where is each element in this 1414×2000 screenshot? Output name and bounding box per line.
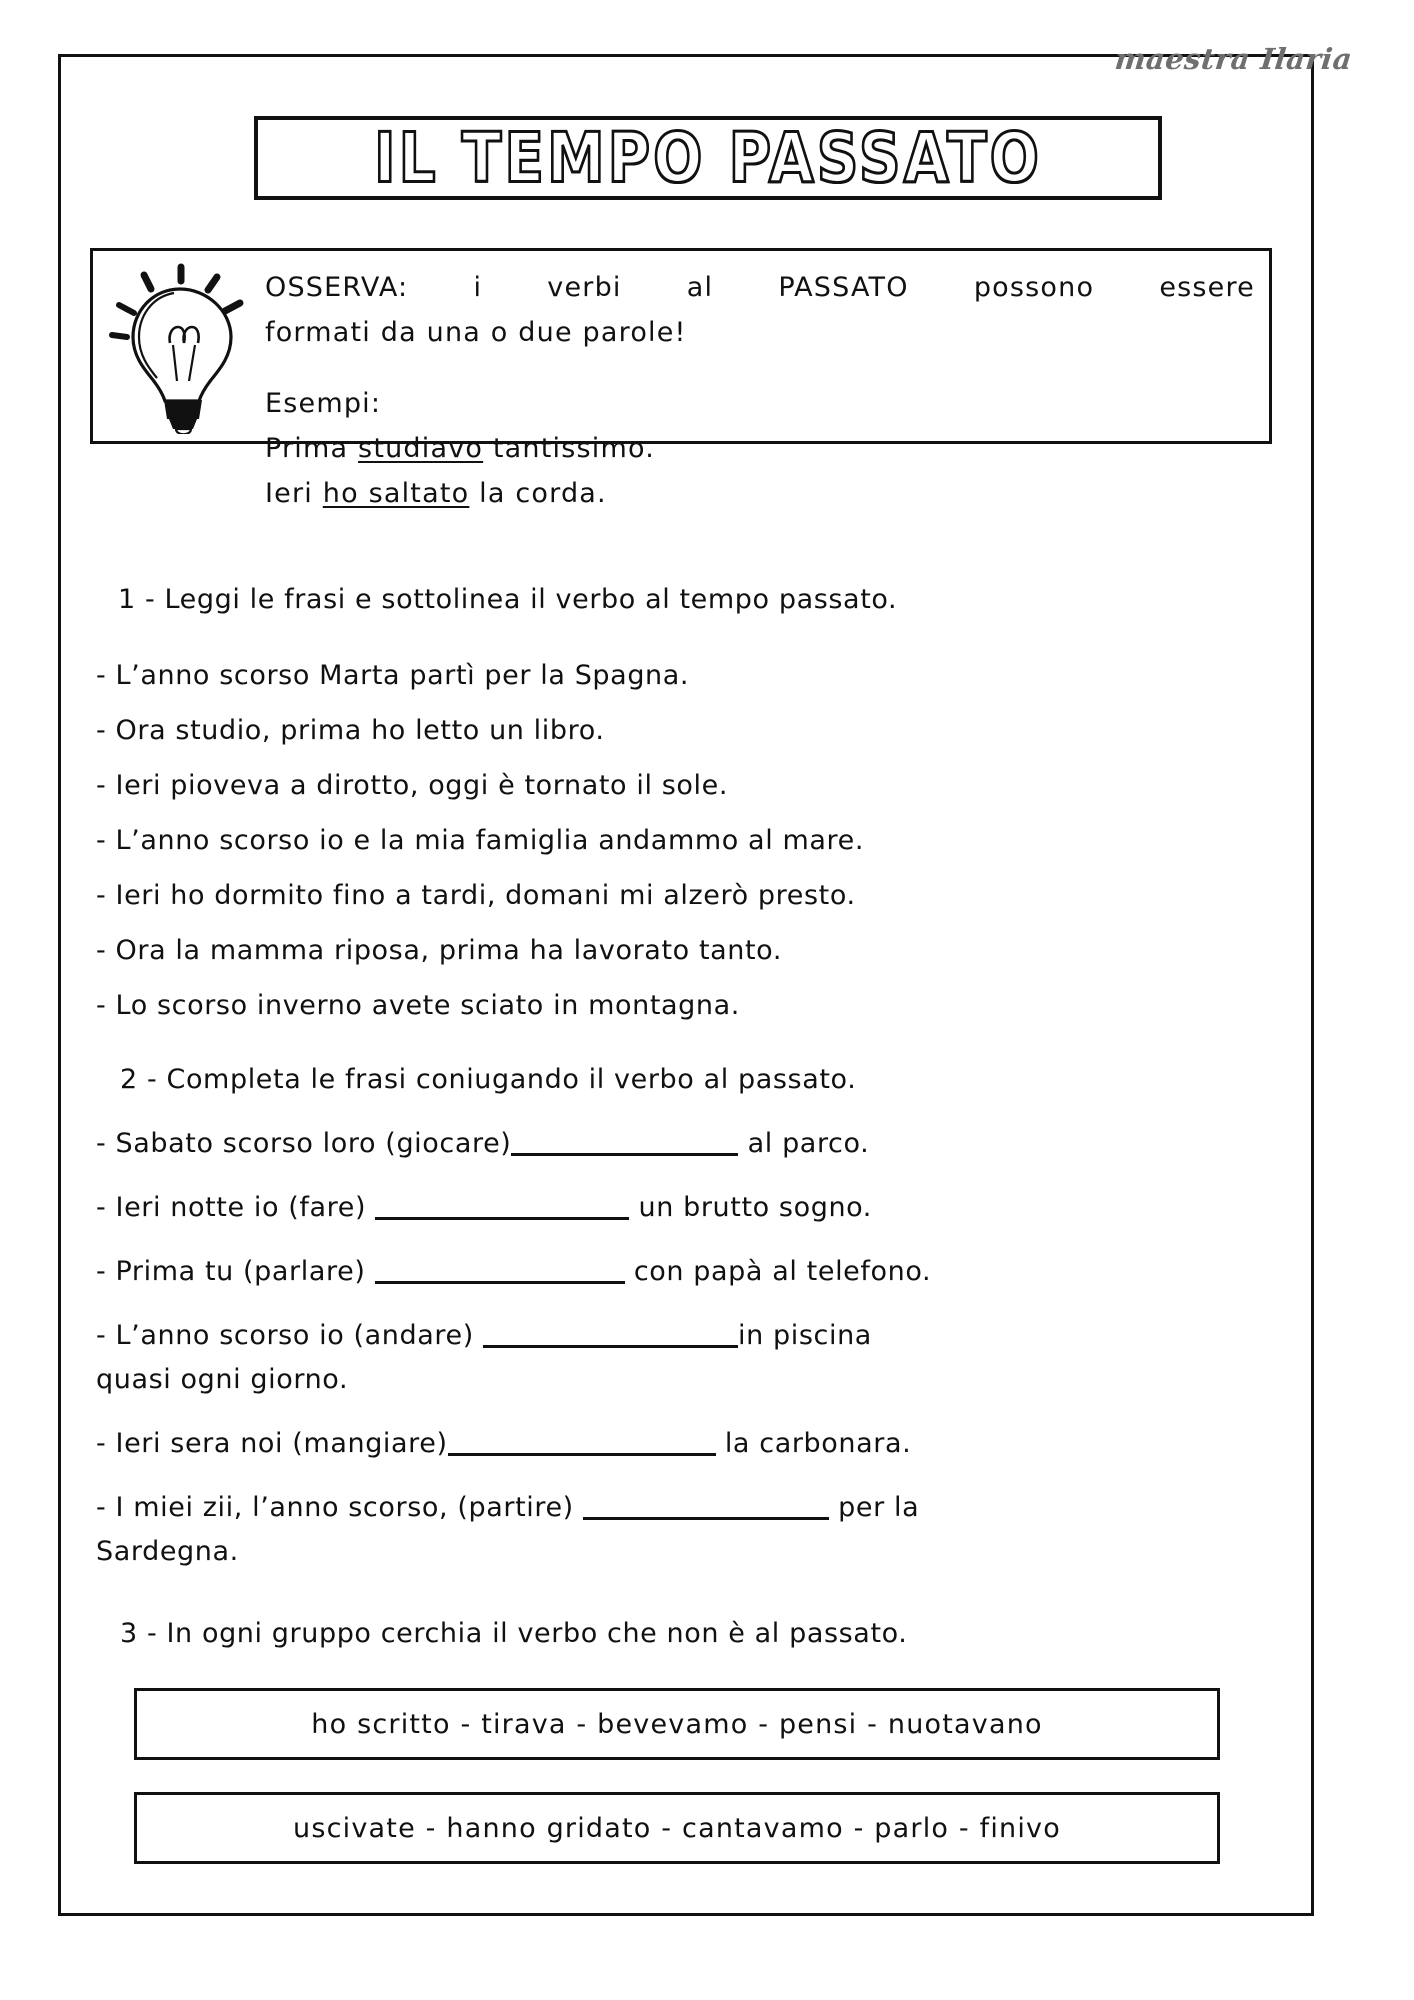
example-sentence-2 bbox=[265, 471, 1255, 516]
exercise-2-item bbox=[96, 1428, 911, 1459]
exercise-1-sentence[interactable]: - Ora la mamma riposa, prima ha lavorato tanto. bbox=[96, 935, 782, 966]
exercise-3-heading: 3 - In ogni gruppo cerchia il verbo che non è al passato. bbox=[120, 1618, 908, 1649]
item-tail: al parco. bbox=[738, 1128, 870, 1159]
exercise-2-item bbox=[96, 1492, 919, 1523]
item-tail: un brutto sogno. bbox=[629, 1192, 872, 1223]
answer-blank[interactable] bbox=[511, 1153, 738, 1156]
exercise-1-sentence[interactable]: - L’anno scorso io e la mia famiglia andammo al mare. bbox=[96, 825, 865, 856]
exercise-2-item-continuation: Sardegna. bbox=[96, 1536, 239, 1567]
item-prompt: - L’anno scorso io (andare) bbox=[96, 1320, 484, 1351]
exercise-1-sentence[interactable]: - Ieri ho dormito fino a tardi, domani mi alzerò presto. bbox=[96, 880, 856, 911]
item-prompt: - Ieri sera noi (mangiare) bbox=[96, 1428, 448, 1459]
observation-box bbox=[90, 248, 1272, 509]
word-group-box-2[interactable] bbox=[134, 1792, 1220, 1864]
lightbulb-icon bbox=[107, 259, 257, 434]
answer-blank[interactable] bbox=[448, 1453, 716, 1456]
example1-verb: studiavo bbox=[358, 433, 484, 464]
answer-blank[interactable] bbox=[375, 1281, 625, 1284]
item-tail: la carbonara. bbox=[715, 1428, 912, 1459]
exercise-1-sentence[interactable]: - Lo scorso inverno avete sciato in montagna. bbox=[96, 990, 740, 1021]
observation-line-1: OSSERVA: i verbi al PASSATO possono essere bbox=[265, 272, 1255, 303]
exercise-1-sentence[interactable]: - Ora studio, prima ho letto un libro. bbox=[96, 715, 605, 746]
exercise-2-item bbox=[96, 1320, 872, 1351]
answer-blank[interactable] bbox=[375, 1217, 629, 1220]
item-tail: con papà al telefono. bbox=[624, 1256, 932, 1287]
example2-verb: ho saltato bbox=[322, 478, 470, 509]
exercise-2-item-continuation: quasi ogni giorno. bbox=[96, 1364, 349, 1395]
answer-blank[interactable] bbox=[483, 1345, 738, 1348]
exercise-2-item bbox=[96, 1256, 931, 1287]
exercise-2-item bbox=[96, 1192, 872, 1223]
item-prompt: - Prima tu (parlare) bbox=[96, 1256, 375, 1287]
item-tail: per la bbox=[829, 1492, 920, 1523]
example2-post: la corda. bbox=[469, 478, 607, 509]
exercise-1-sentence[interactable]: - Ieri pioveva a dirotto, oggi è tornato il sole. bbox=[96, 770, 729, 801]
observation-text bbox=[265, 265, 1255, 516]
example1-pre: Prima bbox=[265, 433, 359, 464]
item-prompt: - I miei zii, l’anno scorso, (partire) bbox=[96, 1492, 583, 1523]
example-sentence-1 bbox=[265, 426, 1255, 471]
observation-line-2: formati da una o due parole! bbox=[265, 317, 687, 348]
title-box bbox=[254, 116, 1162, 200]
exercise-1-heading: 1 - Leggi le frasi e sottolinea il verbo al tempo passato. bbox=[118, 584, 898, 615]
brand-logo: maestra Ilaria bbox=[1112, 42, 1354, 76]
item-prompt: - Ieri notte io (fare) bbox=[96, 1192, 376, 1223]
item-prompt: - Sabato scorso loro (giocare) bbox=[96, 1128, 512, 1159]
exercise-2-item bbox=[96, 1128, 869, 1159]
answer-blank[interactable] bbox=[583, 1517, 829, 1520]
exercise-2-heading: 2 - Completa le frasi coniugando il verbo al passato. bbox=[120, 1064, 857, 1095]
examples-label: Esempi: bbox=[265, 388, 382, 419]
word-group-box-1[interactable] bbox=[134, 1688, 1220, 1760]
example2-pre: Ieri bbox=[265, 478, 323, 509]
word-group-text: ho scritto - tirava - bevevamo - pensi - nuotavano bbox=[311, 1708, 1043, 1740]
example1-post: tantissimo. bbox=[483, 433, 655, 464]
page-title: IL TEMPO PASSATO bbox=[374, 117, 1042, 199]
exercise-1-sentence[interactable]: - L’anno scorso Marta partì per la Spagna. bbox=[96, 660, 690, 691]
word-group-text: uscivate - hanno gridato - cantavamo - parlo - finivo bbox=[293, 1812, 1061, 1844]
spacer bbox=[265, 355, 1255, 381]
item-tail: in piscina bbox=[738, 1320, 872, 1351]
